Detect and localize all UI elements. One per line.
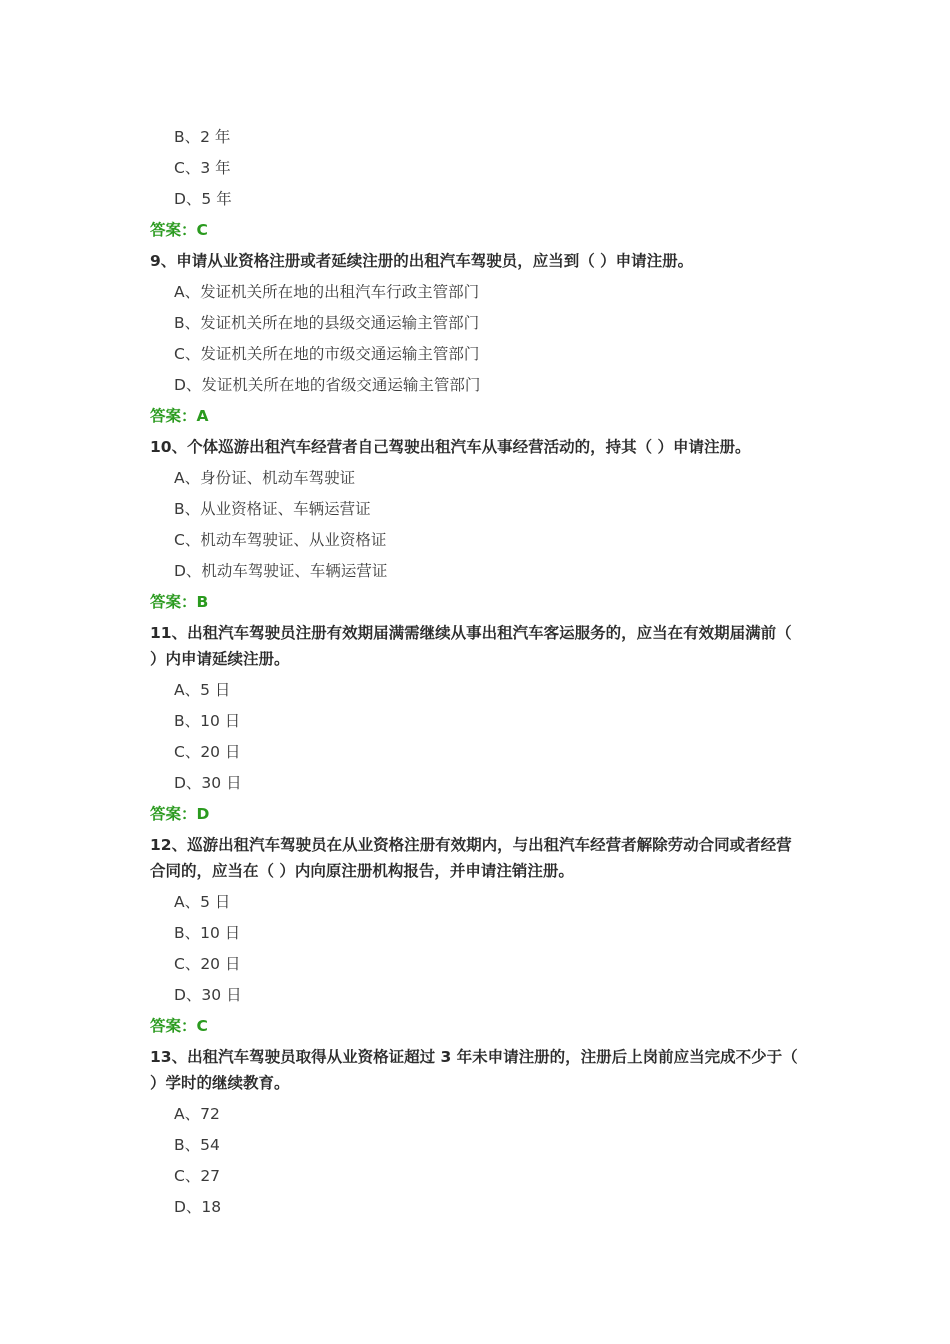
- option-9c: C、发证机关所在地的市级交通运输主管部门: [174, 345, 480, 363]
- answer-9: 答案：A: [150, 407, 209, 425]
- option-11c: C、20 日: [174, 743, 241, 761]
- question-13: 13、出租汽车驾驶员取得从业资格证超过 3 年未申请注册的，注册后上岗前应当完成不少于（ ）学时的继续教育。: [150, 1048, 798, 1092]
- option-8d: D、5 年: [174, 190, 232, 208]
- quiz-content: [150, 122, 800, 1223]
- option-9b: B、发证机关所在地的县级交通运输主管部门: [174, 314, 480, 332]
- option-9a: A、发证机关所在地的出租汽车行政主管部门: [174, 283, 480, 301]
- option-12a: A、5 日: [174, 893, 231, 911]
- option-13a: A、72: [174, 1105, 220, 1123]
- question-12: 12、巡游出租汽车驾驶员在从业资格注册有效期内，与出租汽车经营者解除劳动合同或者经营合同的，应当在（ ）内向原注册机构报告，并申请注销注册。: [150, 836, 792, 880]
- option-12c: C、20 日: [174, 955, 241, 973]
- question-11: 11、出租汽车驾驶员注册有效期届满需继续从事出租汽车客运服务的，应当在有效期届满前（ ）内申请延续注册。: [150, 624, 792, 668]
- option-13d: D、18: [174, 1198, 222, 1216]
- option-12b: B、10 日: [174, 924, 241, 942]
- option-10c: C、机动车驾驶证、从业资格证: [174, 531, 387, 549]
- option-9d: D、发证机关所在地的省级交通运输主管部门: [174, 376, 481, 394]
- option-10a: A、身份证、机动车驾驶证: [174, 469, 356, 487]
- answer-12: 答案：C: [150, 1017, 208, 1035]
- option-13c: C、27: [174, 1167, 221, 1185]
- option-13b: B、54: [174, 1136, 220, 1154]
- answer-10: 答案：B: [150, 593, 209, 611]
- question-9: 9、申请从业资格注册或者延续注册的出租汽车驾驶员，应当到（ ）申请注册。: [150, 252, 694, 270]
- answer-11: 答案：D: [150, 805, 210, 823]
- option-11b: B、10 日: [174, 712, 241, 730]
- option-11d: D、30 日: [174, 774, 242, 792]
- option-8c: C、3 年: [174, 159, 231, 177]
- question-10: 10、个体巡游出租汽车经营者自己驾驶出租汽车从事经营活动的，持其（ ）申请注册。: [150, 438, 751, 456]
- option-8b: B、2 年: [174, 128, 231, 146]
- option-11a: A、5 日: [174, 681, 231, 699]
- answer-8: 答案：C: [150, 221, 208, 239]
- option-12d: D、30 日: [174, 986, 242, 1004]
- option-10d: D、机动车驾驶证、车辆运营证: [174, 562, 388, 580]
- option-10b: B、从业资格证、车辆运营证: [174, 500, 371, 518]
